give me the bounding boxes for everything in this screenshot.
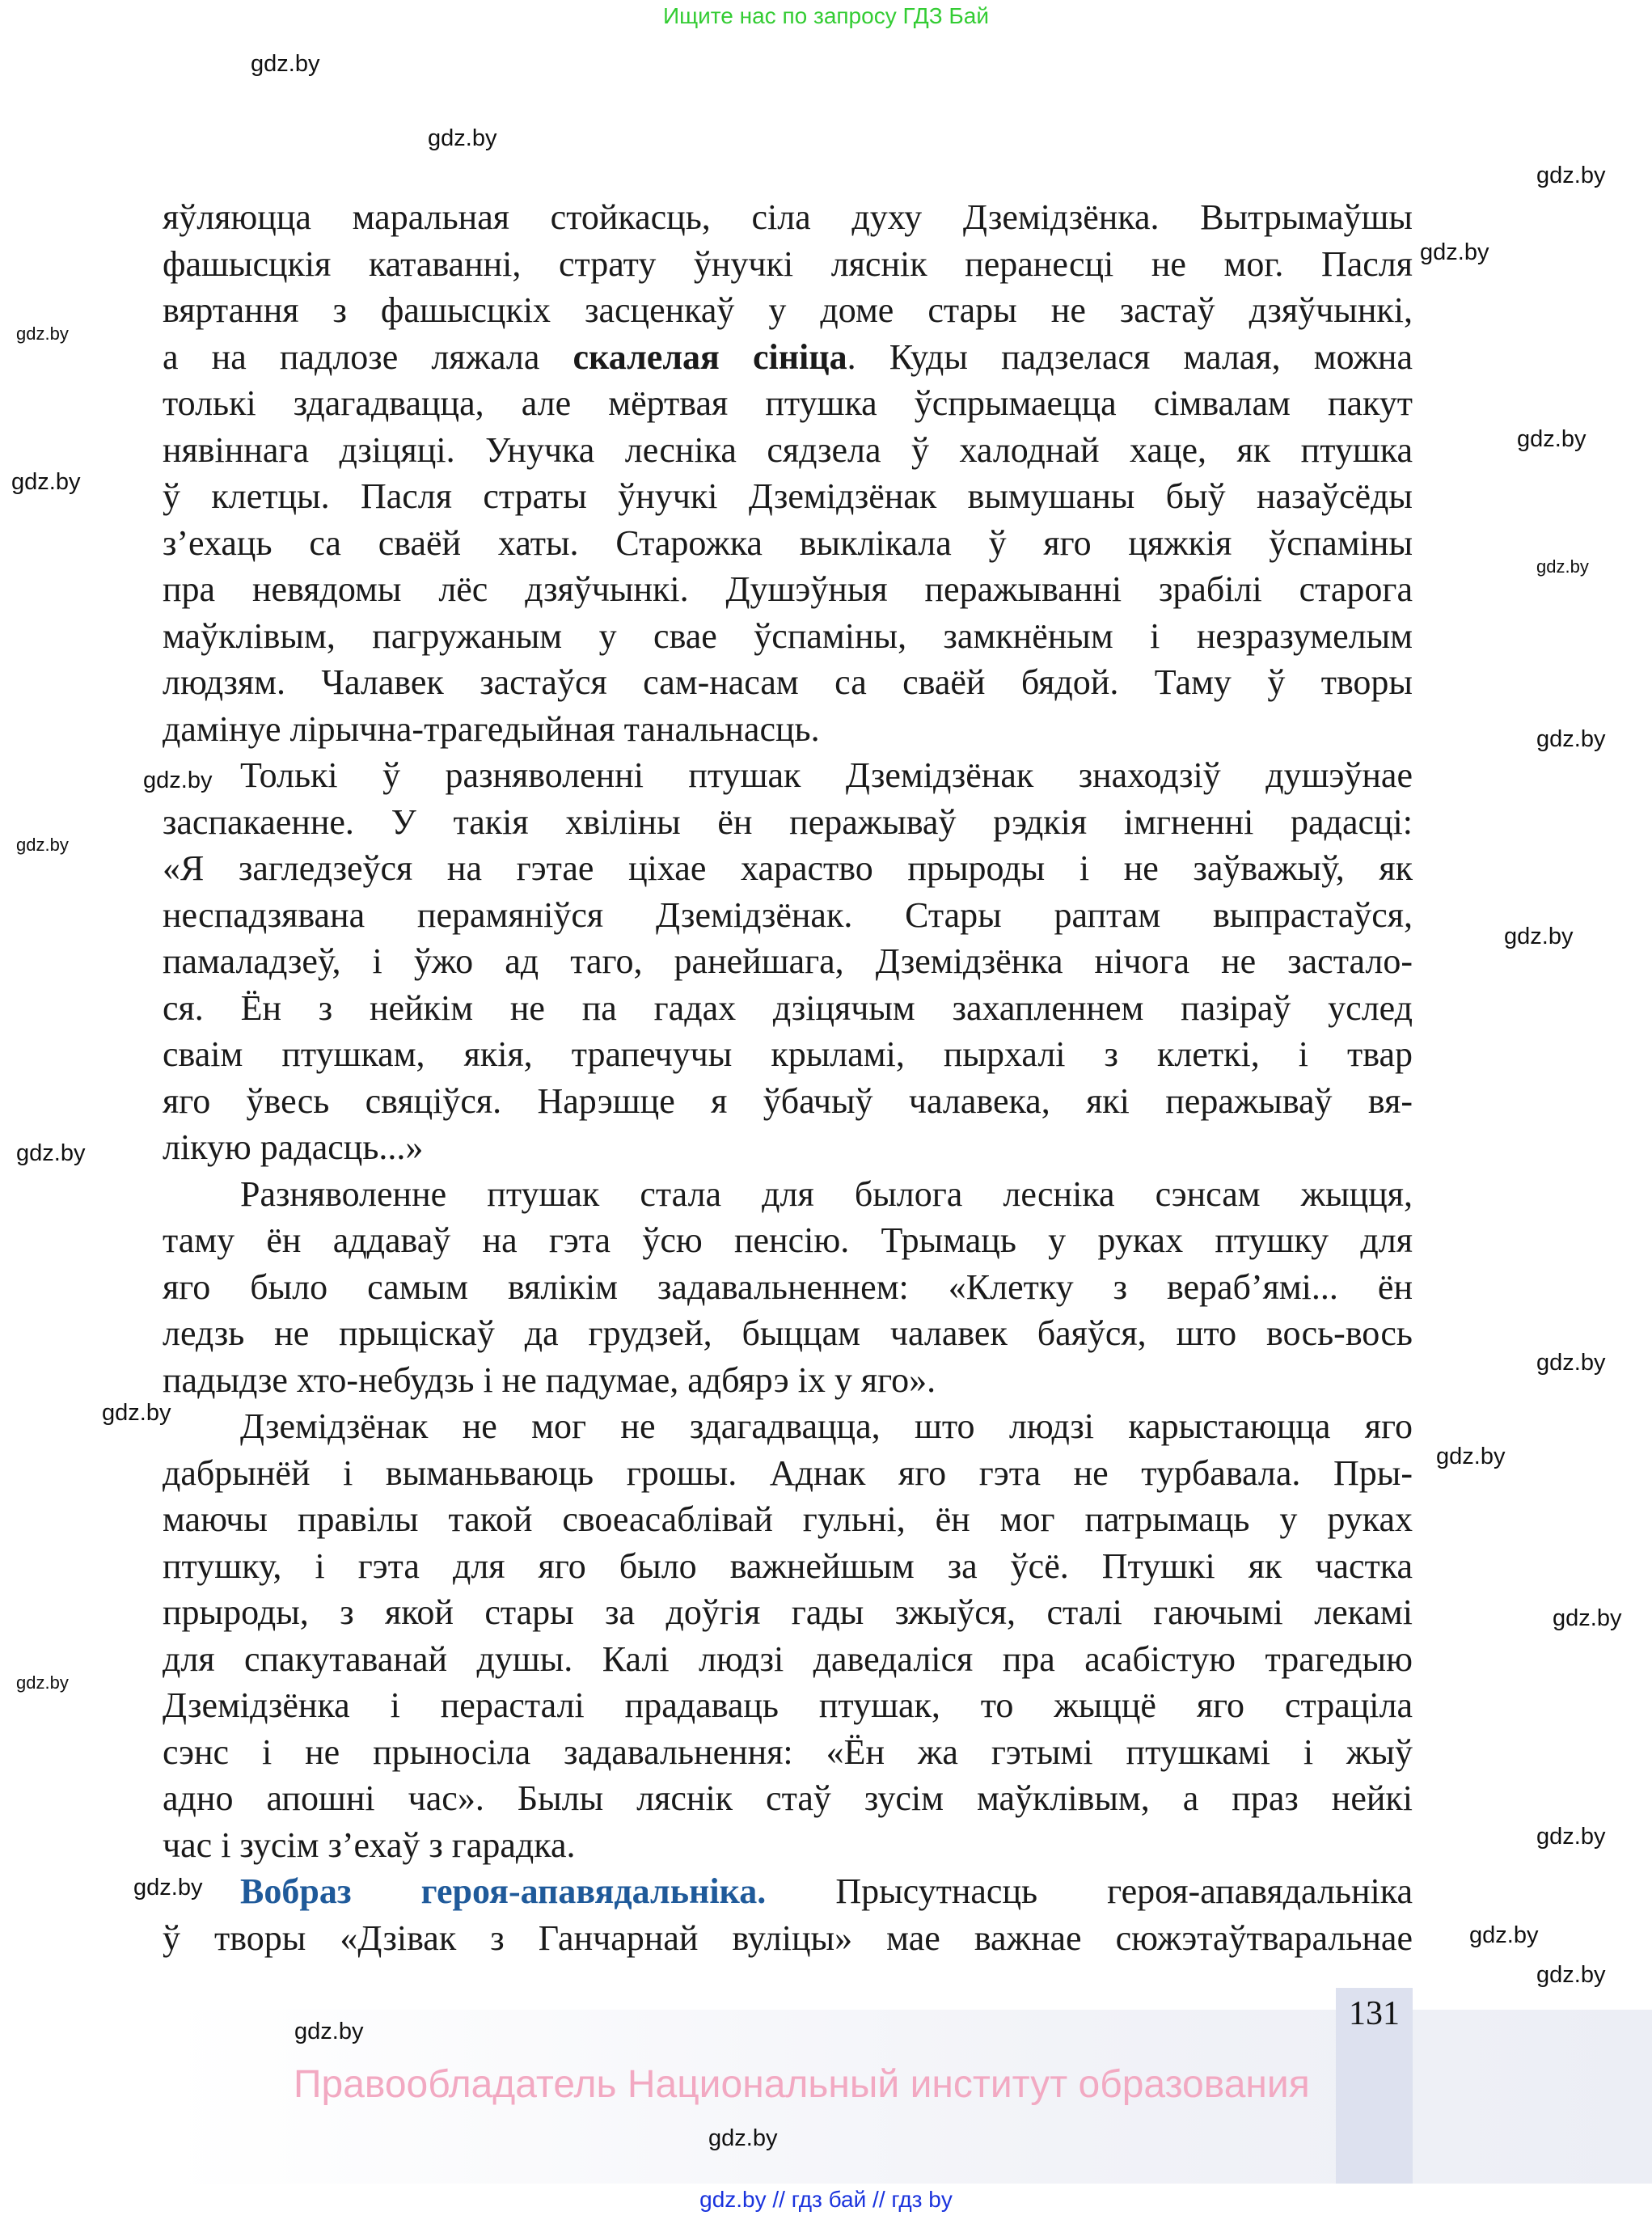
text-line: час і зусім з’ехаў з гарадка. xyxy=(163,1824,576,1865)
text-line: маючы правілы такой своеасаблівай гульні, ён мог патрымаць у руках xyxy=(163,1499,1413,1539)
text-line: падыдзе хто-небудзь і не падумае, адбярэ іх у яго». xyxy=(163,1359,936,1400)
text-line: лікую радасць...» xyxy=(163,1127,424,1167)
text-line: дамінуе лірычна-трагедыйная танальнасць. xyxy=(163,708,820,749)
footer-links[interactable]: gdz.by // гдз бай // гдз by xyxy=(699,2187,953,2212)
gdz-watermark: gdz.by xyxy=(1536,1350,1606,1376)
text-line: яго было самым вялікім задавальненнем: «Клетку з вераб’ямі... ён xyxy=(163,1266,1413,1307)
text-line: Дземідзёнак не мог не здагадвацца, што людзі карыстаюцца яго xyxy=(240,1406,1413,1446)
gdz-watermark: gdz.by xyxy=(16,1140,86,1166)
text-line: Толькі ў разняволенні птушак Дземідзёнак знаходзіў душэўнае xyxy=(240,755,1413,795)
text-line: Разняволенне птушак стала для былога лесніка сэнсам жыцця, xyxy=(240,1173,1413,1214)
header-note: Ищите нас по запросу ГДЗ Бай xyxy=(662,3,990,28)
text-line: адно апошні час». Былы ляснік стаў зусім маўклівым, а праз нейкі xyxy=(163,1778,1413,1818)
text-line: птушку, і гэта для яго было важнейшым за ўсё. Птушкі як частка xyxy=(163,1545,1413,1586)
rights-holder-watermark: Правообладатель Национальный институт образования xyxy=(294,2063,1310,2106)
bold-term: скалелая сініца xyxy=(572,336,847,377)
text-line: ў клетцы. Пасля страты ўнучкі Дземідзёнак вымушаны быў назаўсёды xyxy=(163,476,1413,516)
text-line: Вобраз героя-апавядальніка. Прысутнасць героя-апавядальніка xyxy=(240,1871,1413,1911)
gdz-watermark: gdz.by xyxy=(1536,163,1606,188)
text-line: вяртання з фашысцкіх засценкаў у доме стары не застаў дзяўчынкі, xyxy=(163,290,1413,330)
text-line: сваім птушкам, якія, трапечучы крыламі, пырхалі з клеткі, і твар xyxy=(163,1034,1413,1074)
text-line: людзям. Чалавек застаўся сам-насам са сваёй бядой. Таму ў творы xyxy=(163,662,1413,702)
gdz-watermark: gdz.by xyxy=(16,323,69,344)
text-line: таму ён аддаваў на гэта ўсю пенсію. Трымаць у руках птушку для xyxy=(163,1220,1413,1260)
gdz-watermark: gdz.by xyxy=(1469,1922,1539,1948)
gdz-watermark: gdz.by xyxy=(143,767,213,793)
gdz-watermark: gdz.by xyxy=(1536,1824,1606,1850)
gdz-watermark: gdz.by xyxy=(1420,239,1489,265)
gdz-watermark: gdz.by xyxy=(251,51,320,77)
gdz-watermark: gdz.by xyxy=(1517,426,1587,452)
text-line: толькі здагадвацца, але мёртвая птушка ўспрымаецца сімвалам пакут xyxy=(163,383,1413,423)
gdz-watermark: gdz.by xyxy=(11,469,81,495)
gdz-watermark: gdz.by xyxy=(102,1400,171,1426)
text-line: з’ехаць са сваёй хаты. Старожка выклікала ў яго цяжкія ўспаміны xyxy=(163,522,1413,563)
gdz-watermark: gdz.by xyxy=(1536,1962,1606,1988)
text-line: ледзь не прыціскаў да грудзей, быццам чалавек баяўся, што вось-вось xyxy=(163,1313,1413,1353)
text-line: заспакаенне. У такія хвіліны ён перажываў рэдкія імгненні радасці: xyxy=(163,801,1413,842)
text-line: неспадзявана перамяніўся Дземідзёнак. Стары раптам выпрастаўся, xyxy=(163,894,1413,935)
text-line: яго ўвесь свяціўся. Нарэшце я ўбачыў чалавека, які перажываў вя- xyxy=(163,1080,1413,1121)
gdz-watermark: gdz.by xyxy=(428,125,497,151)
text-line: ў творы «Дзівак з Ганчарнай вуліцы» мае важнае сюжэтаўтваральнае xyxy=(163,1917,1413,1958)
gdz-watermark: gdz.by xyxy=(294,2019,364,2044)
gdz-watermark: gdz.by xyxy=(1536,726,1606,752)
text-line: яўляюцца маральная стойкасць, сіла духу Дземідзёнка. Вытрымаўшы xyxy=(163,197,1413,237)
gdz-watermark: gdz.by xyxy=(708,2125,778,2151)
gdz-watermark: gdz.by xyxy=(16,1672,69,1693)
page-number: 131 xyxy=(1349,1995,1400,2032)
text-line: для спакутаванай душы. Калі людзі даведаліся пра асабістую трагедыю xyxy=(163,1638,1413,1679)
text-line: ся. Ён з нейкім не па гадах дзіцячым захапленнем пазіраў услед xyxy=(163,987,1413,1028)
text-line: памаладзеў, і ўжо ад таго, ранейшага, Дземідзёнка нічога не застало- xyxy=(163,941,1413,981)
text-line: фашысцкія катаванні, страту ўнучкі ляснік перанесці не мог. Пасля xyxy=(163,243,1413,284)
text-line: маўклівым, пагружаным у свае ўспаміны, замкнёным і незразумелым xyxy=(163,615,1413,656)
text-line: сэнс і не прыносіла задавальнення: «Ён жа гэтымі птушкамі і жыў xyxy=(163,1731,1413,1772)
gdz-watermark: gdz.by xyxy=(1504,924,1574,949)
text-line: прыроды, з якой стары за доўгія гады зжыўся, сталі гаючымі лекамі xyxy=(163,1592,1413,1632)
text-line: пра невядомы лёс дзяўчынкі. Душэўныя перажыванні зрабілі старога xyxy=(163,569,1413,609)
text-line: а на падлозе ляжала скалелая сініца. Куды падзелася малая, можна xyxy=(163,336,1413,377)
gdz-watermark: gdz.by xyxy=(16,835,69,855)
gdz-watermark: gdz.by xyxy=(1553,1605,1622,1631)
text-line: «Я загледзеўся на гэтае ціхае хараство прыроды і не заўважыў, як xyxy=(163,848,1413,888)
section-heading: Вобраз героя-апавядальніка. xyxy=(240,1871,767,1911)
text-line: дабрынёй і выманьваюць грошы. Аднак яго гэта не турбавала. Пры- xyxy=(163,1452,1413,1493)
text-line: Дземідзёнка і перасталі прадаваць птушак, то жыццё яго страціла xyxy=(163,1685,1413,1725)
gdz-watermark: gdz.by xyxy=(1536,556,1589,577)
text-line: нявіннага дзіцяці. Унучка лесніка сядзела ў халоднай хаце, як птушка xyxy=(163,429,1413,470)
gdz-watermark: gdz.by xyxy=(1436,1444,1506,1469)
gdz-watermark: gdz.by xyxy=(133,1875,203,1901)
